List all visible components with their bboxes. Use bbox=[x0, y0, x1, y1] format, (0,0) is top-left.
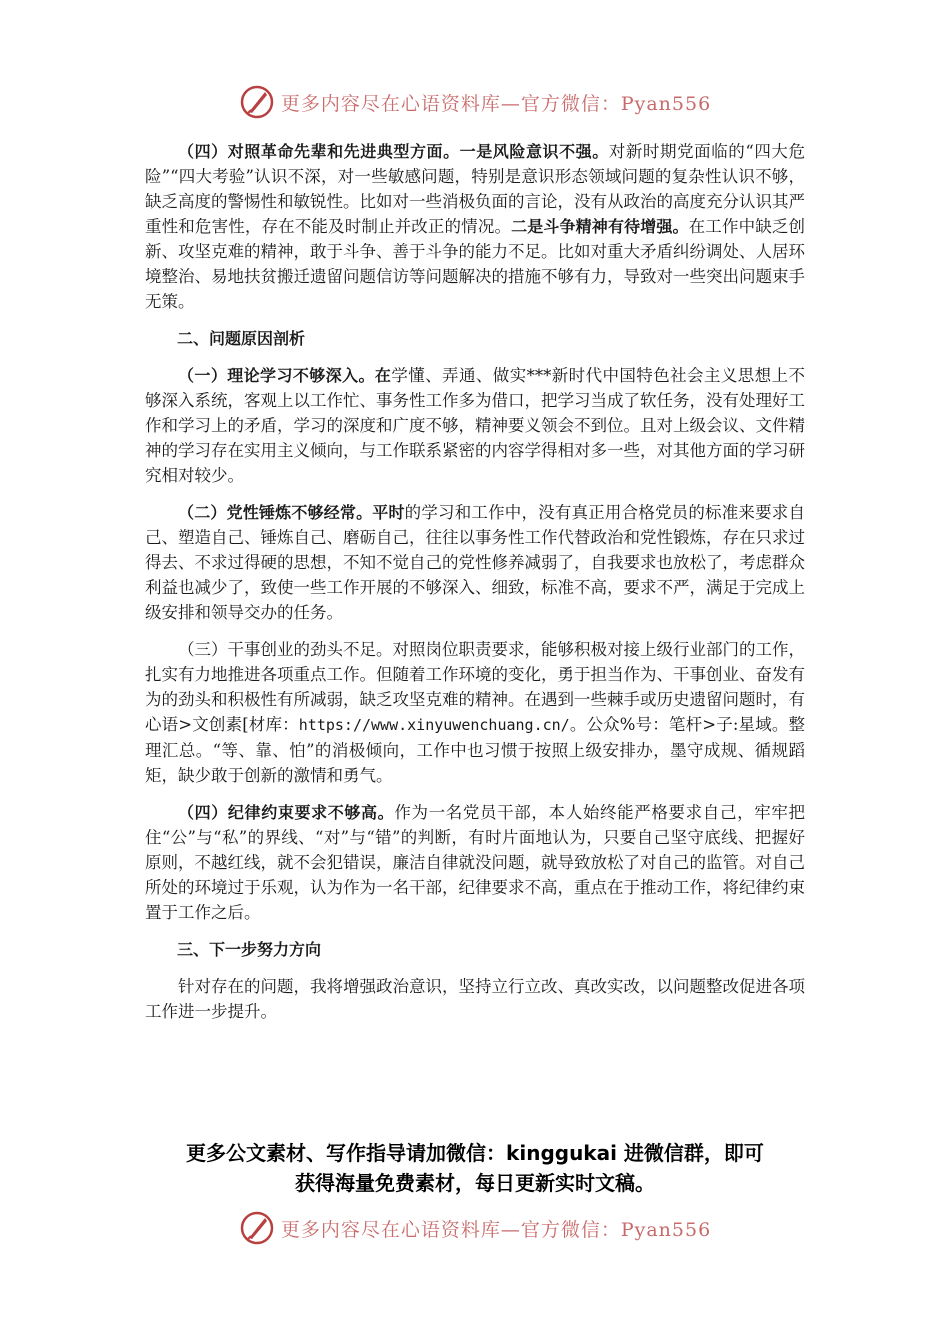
p2-lead: （二）党性锤炼不够经常。平时 bbox=[178, 503, 405, 522]
p3-text-a: （三）干事创业的劲头不足。对照岗位职责要求，能够积极对接上级行业部门的工作，扎实有力地推进各项重点工作。但随着工作环境的变化，勇于担当作为、干事创业、奋发有为的劲头和积极性有所减弱，缺乏攻坚克难的精神。在遇到一些棘手或历史遗留问题时，有心语>文创素[材库： bbox=[145, 640, 805, 734]
quill-pen-logo-icon bbox=[239, 1210, 275, 1246]
banner-text: 更多内容尽在心语资料库—官方微信：Pyan556 bbox=[280, 1218, 712, 1241]
footer-banner bbox=[0, 1208, 950, 1248]
p1-text: 学懂、弄通、做实***新时代中国特色社会主义思想上不够深入系统，客观上以工作忙、事务性工作多为借口，把学习当成了软任务，没有处理好工作和学习上的矛盾，学习的深度和广度不够，精神要义领会不到位。且对上级会议、文件精神的学习存在实用主义倾向，与工作联系紧密的内容学得相对多一些，对其他方面的学习研究相对较少。 bbox=[145, 366, 805, 485]
p4-text: 作为一名党员干部，本人始终能严格要求自己，牢牢把住“公”与“私”的界线、“对”与“错”的判断，有时片面地认为，只要自己坚守底线、把握好原则，不越红线，就不会犯错误，廉洁自律就没问题，就导致放松了对自己的监管。对自己所处的环境过于乐观，认为作为一名干部，纪律要求不高，重点在于推动工作，将纪律约束置于工作之后。 bbox=[145, 803, 805, 922]
part-2-heading: 二、问题原因剖析 bbox=[177, 329, 306, 348]
part-2-paragraph-1 bbox=[145, 363, 805, 488]
header-banner bbox=[0, 82, 950, 122]
p1-lead: （一）理论学习不够深入。在 bbox=[178, 366, 392, 385]
p3-text-b: 。公众%号：笔杆>子:星域。整理汇总。“等、靠、怕”的消极倾向，工作中也习惯于按照上级安排办，墨守成规、循规蹈矩，缺少敢于创新的激情和勇气。 bbox=[145, 715, 806, 785]
part-2-paragraph-2 bbox=[145, 500, 805, 625]
section-4-text2: 在工作中缺乏创新、攻坚克难的精神，敢于斗争、善于斗争的能力不足。比如对重大矛盾纠纷调处、人居环境整治、易地扶贫搬迁遗留问题信访等问题解决的措施不够有力，导致对一些突出问题束手无策。 bbox=[145, 217, 805, 311]
p4-lead: （四）纪律约束要求不够高。 bbox=[178, 803, 395, 822]
part-3-heading: 三、下一步努力方向 bbox=[177, 940, 322, 959]
part-3-paragraph: 针对存在的问题，我将增强政治意识，坚持立行立改、真改实改，以问题整改促进各项工作进一步提升。 bbox=[145, 977, 805, 1021]
promo-line-2: 获得海量免费素材，每日更新实时文稿。 bbox=[295, 1171, 655, 1195]
promo-callout bbox=[140, 1138, 810, 1198]
p2-text: 的学习和工作中，没有真正用合格党员的标准来要求自己、塑造自己、锤炼自己、磨砺自己，往往以事务性工作代替政治和党性锻炼，存在只求过得去、不求过得硬的思想，不知不觉自己的党性修养减弱了，自我要求也放松了，考虑群众利益也减少了，致使一些工作开展的不够深入、细致，标准不高，要求不严，满足于完成上级安排和领导交办的任务。 bbox=[145, 503, 805, 622]
section-4-lead: （四）对照革命先辈和先进典型方面。一是风险意识不强。 bbox=[178, 142, 609, 161]
quill-pen-logo-icon bbox=[239, 84, 275, 120]
part-2-paragraph-3 bbox=[145, 637, 805, 788]
promo-line-1: 更多公文素材、写作指导请加微信：kinggukai 进微信群，即可 bbox=[186, 1141, 764, 1165]
section-4-text1: 对新时期党面临的“四大危险”“四大考验”认识不深，对一些敏感问题，特别是意识形态领域问题的复杂性认识不够，缺乏高度的警惕性和敏锐性。比如对一些消极负面的言论，没有从政治的高度充分认识其严重性和危害性，存在不能及时制止并改正的情况。 bbox=[145, 142, 805, 236]
part-2-paragraph-4 bbox=[145, 800, 805, 925]
p3-url: https://www.xinyuwenchuang.cn/ bbox=[298, 716, 570, 734]
document-body bbox=[145, 139, 805, 1036]
section-4-lead2: 二是斗争精神有待增强。 bbox=[511, 217, 689, 236]
banner-text: 更多内容尽在心语资料库—官方微信：Pyan556 bbox=[280, 92, 712, 115]
section-4-paragraph bbox=[145, 139, 805, 314]
